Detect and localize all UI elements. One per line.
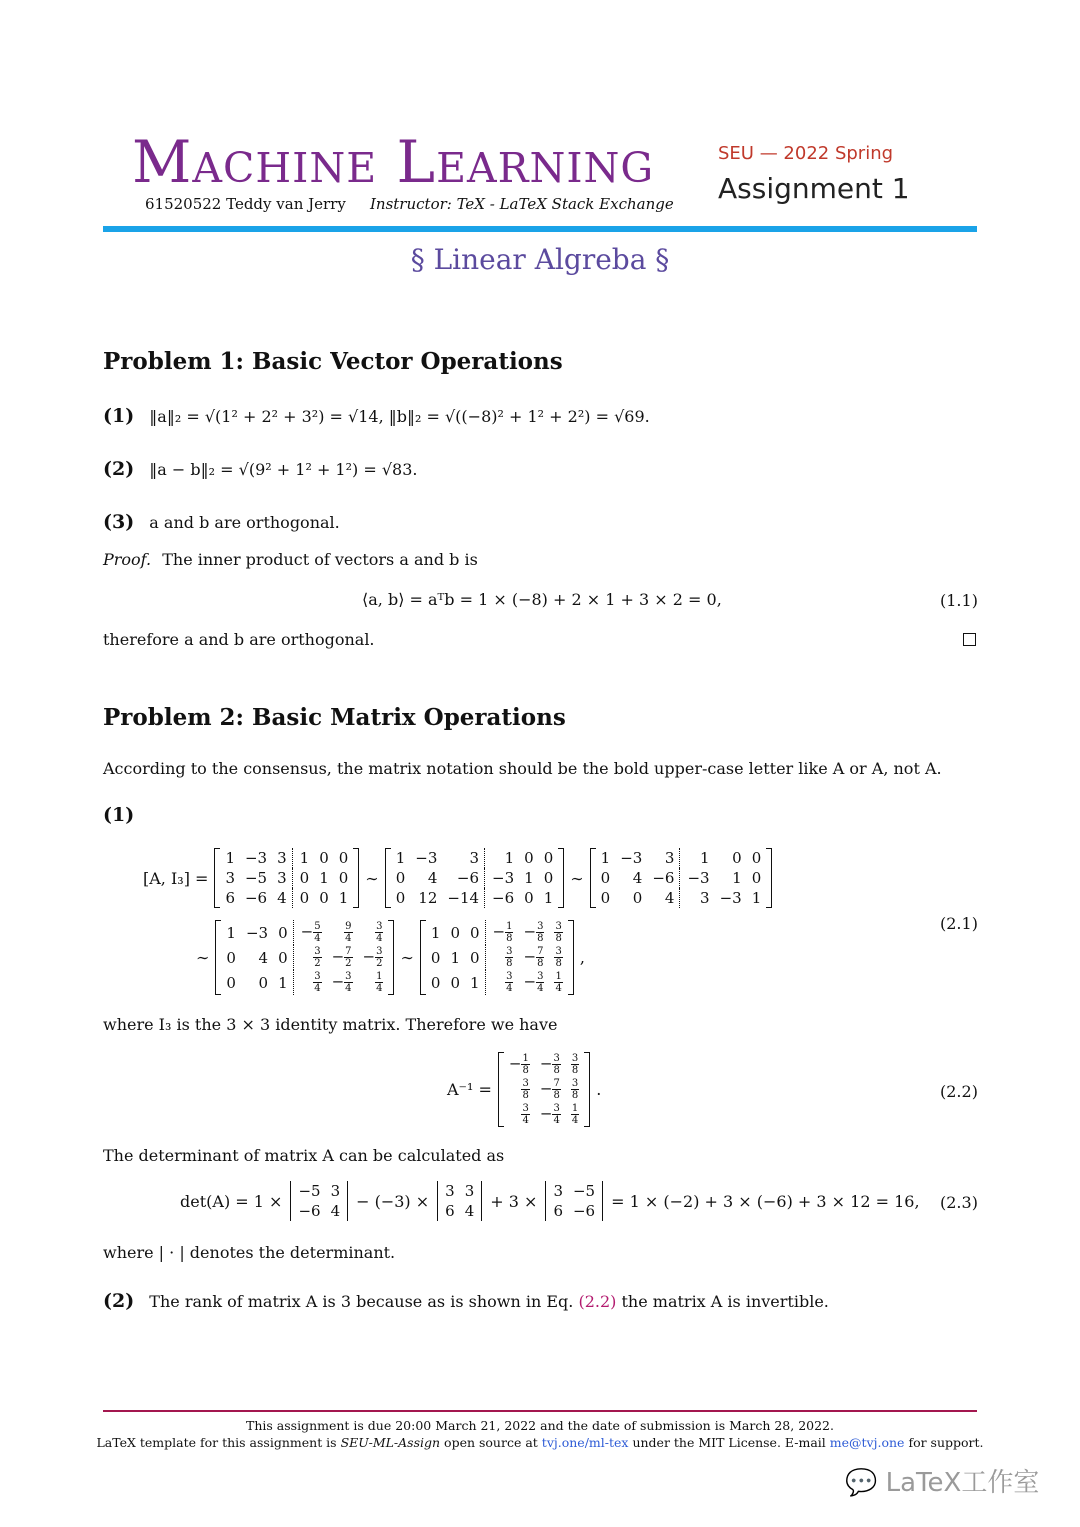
- matrix: [215, 920, 394, 995]
- matrix-notation-note: According to the consensus, the matrix notation should be the bold upper-case letter like A or A, not A.: [103, 759, 942, 778]
- matrix-entry: $\frac{3}{8}$: [522, 1078, 529, 1101]
- matrix-entry: $\frac{3}{4}$: [376, 921, 383, 944]
- determinant: [543, 1181, 605, 1221]
- item-number: (2): [103, 1290, 135, 1312]
- problem-2-heading: Problem 2: Basic Matrix Operations: [103, 704, 566, 731]
- proof-label: Proof.: [103, 550, 152, 569]
- matrix: [420, 920, 574, 995]
- item-number: (1): [103, 804, 135, 826]
- determinant-intro: The determinant of matrix A can be calculated as: [103, 1146, 505, 1165]
- item-number: (1): [103, 405, 135, 427]
- footer-rule: [103, 1410, 977, 1412]
- matrix-entry: 0: [226, 973, 236, 992]
- tilde: ∼: [196, 948, 210, 967]
- matrix-entry: − $\frac{5}{4}$: [300, 921, 321, 944]
- matrix-entry: − $\frac{7}{8}$: [523, 946, 544, 969]
- source-link[interactable]: tvj.one/ml-tex: [541, 1435, 629, 1450]
- student-info: 61520522 Teddy van Jerry: [145, 195, 346, 213]
- matrix-entry: 0: [338, 869, 349, 887]
- item-number: (3): [103, 511, 135, 533]
- reduction-row-2: ∼ 1 −3 0 − $\frac{5}{4}$ $\frac{9}{4}$ $\frac{3}{4}$ 0 4 0 $\frac{3}{2}$ − $\frac{7}{2}$ − $\frac{3}{2}$ 0 0 1 $\frac{3}{4}$ − $\frac{3}{4}$ $\frac{1}{4}$ ∼ 1 0 0 − $\frac{1}{8}$ − $\frac{3}{8}$ $\frac{3}{8}$ 0 1 0 $\frac{3}{8}$ − $\frac{7}{8}$ $\frac{3}{8}$ 0 0 1 $\frac{3}{4}$ − $\frac{3}{4}$ $\frac{1}{4}$ ,: [196, 921, 585, 994]
- matrix-entry: −6: [456, 869, 480, 887]
- matrix-entry: 0: [278, 948, 288, 967]
- inverse-equation: A⁻¹ = − $\frac{1}{8}$ − $\frac{3}{8}$ $\frac{3}{8}$ $\frac{3}{8}$ − $\frac{7}{8}$ $\frac{3}{8}$ $\frac{3}{4}$ − $\frac{3}{4}$ $\frac{1}{4}$ .: [447, 1053, 602, 1126]
- matrix-entry: 0: [395, 889, 406, 907]
- header-rule: [103, 226, 977, 232]
- matrix-entry: −14: [447, 889, 480, 907]
- footer-text: under the MIT License. E-mail: [632, 1435, 826, 1450]
- p1-item-2: [103, 458, 417, 480]
- matrix-entry: −6: [652, 869, 675, 887]
- matrix-entry: 0: [632, 889, 643, 907]
- equation-number: (1.1): [940, 591, 978, 610]
- det-lhs: det(A) = 1 ×: [180, 1191, 283, 1211]
- tilde: ∼: [400, 948, 414, 967]
- matrix-entry: 6: [225, 889, 235, 907]
- matrix-entry: −3: [687, 869, 710, 887]
- course-title: Machine Learning: [132, 128, 655, 196]
- matrix-entry: 1: [225, 849, 235, 867]
- matrix-entry: 4: [258, 948, 269, 967]
- equation-number: (2.3): [940, 1193, 978, 1212]
- matrix-entry: 1: [732, 869, 742, 887]
- det-rhs: = 1 × (−2) + 3 × (−6) + 3 × 12 = 16,: [611, 1191, 920, 1211]
- proof-line: [103, 550, 478, 569]
- proof-text: The inner product of vectors a and b is: [162, 550, 478, 569]
- matrix-entry: 6: [553, 1202, 563, 1220]
- qed-box-icon: [963, 633, 976, 646]
- reduction-row-1: [143, 848, 772, 908]
- matrix-entry: 1: [338, 889, 349, 907]
- matrix-entry: 4: [632, 869, 643, 887]
- matrix-entry: −3: [245, 923, 269, 942]
- matrix-entry: − $\frac{1}{8}$: [508, 1053, 529, 1076]
- matrix-entry: $\frac{3}{4}$: [314, 971, 321, 994]
- tilde: ∼: [365, 868, 379, 888]
- matrix-entry: 0: [395, 869, 406, 887]
- instructor-info: Instructor: TeX - LaTeX Stack Exchange: [370, 195, 674, 213]
- matrix-entry: −3: [415, 849, 438, 867]
- matrix-entry: $\frac{1}{4}$: [376, 971, 383, 994]
- watermark: [845, 1462, 1039, 1499]
- matrix-entry: 1: [226, 923, 236, 942]
- matrix-entry: 0: [430, 948, 441, 967]
- matrix-entry: −6: [572, 1202, 596, 1220]
- determinant-equation: [180, 1181, 920, 1221]
- matrix-entry: 0: [226, 948, 236, 967]
- matrix-entry: 0: [600, 889, 611, 907]
- matrix-entry: 1: [600, 849, 611, 867]
- p1-item-3: [103, 511, 340, 533]
- matrix-entry: 1: [450, 948, 460, 967]
- matrix-entry: −6: [244, 889, 268, 907]
- matrix-entry: 1: [319, 869, 329, 887]
- matrix-entry: 3: [464, 1182, 475, 1200]
- matrix-entry: 6: [445, 1202, 455, 1220]
- matrix-entry: 0: [430, 973, 441, 992]
- matrix-entry: −5: [244, 869, 268, 887]
- statement: a and b are orthogonal.: [149, 513, 340, 532]
- matrix-entry: −5: [572, 1182, 596, 1200]
- matrix-entry: −6: [492, 889, 515, 907]
- matrix-entry: 3: [553, 1182, 563, 1200]
- matrix-entry: − $\frac{3}{2}$: [362, 946, 383, 969]
- matrix-entry: $\frac{3}{8}$: [555, 946, 562, 969]
- matrix-entry: 0: [299, 889, 310, 907]
- matrix-entry: − $\frac{3}{4}$: [331, 971, 352, 994]
- matrix-entry: 3: [664, 849, 675, 867]
- email-link[interactable]: me@tvj.one: [829, 1435, 905, 1450]
- matrix-entry: −3: [719, 889, 742, 907]
- matrix-entry: $\frac{1}{4}$: [555, 971, 562, 994]
- matrix-entry: − $\frac{3}{8}$: [539, 1053, 560, 1076]
- matrix-entry: $\frac{3}{4}$: [506, 971, 513, 994]
- matrix-entry: 1: [395, 849, 406, 867]
- matrix-entry: 0: [338, 849, 349, 867]
- matrix-entry: 1: [700, 849, 710, 867]
- equation-number: (2.1): [940, 914, 978, 933]
- determinant: [435, 1181, 484, 1221]
- matrix-entry: −3: [620, 849, 643, 867]
- equation: ‖a − b‖₂ = √(9² + 1² + 1²) = √83.: [149, 460, 418, 479]
- matrix-entry: 4: [464, 1202, 475, 1220]
- matrix-entry: − $\frac{7}{8}$: [539, 1078, 560, 1101]
- problem-1-heading: Problem 1: Basic Vector Operations: [103, 348, 563, 375]
- matrix-entry: 1: [299, 849, 310, 867]
- p2-item-2: [103, 1290, 829, 1312]
- footer-text: LaTeX template for this assignment is: [96, 1435, 337, 1450]
- matrix-entry: 0: [751, 849, 762, 867]
- matrix-entry: 4: [427, 869, 438, 887]
- footer-due-date: This assignment is due 20:00 March 21, 2022 and the date of submission is March 28, 2022.: [246, 1418, 834, 1433]
- footer-license: [0, 1435, 1080, 1450]
- matrix-entry: 3: [277, 869, 287, 887]
- matrix-entry: − $\frac{3}{4}$: [523, 971, 544, 994]
- matrix-entry: $\frac{1}{4}$: [571, 1103, 579, 1126]
- matrix-entry: 0: [299, 869, 310, 887]
- matrix: [590, 848, 773, 908]
- matrix-entry: 0: [469, 948, 480, 967]
- matrix-entry: 3: [445, 1182, 455, 1200]
- matrix-entry: −6: [298, 1202, 321, 1220]
- matrix-entry: 3: [277, 849, 287, 867]
- inverse-lhs: A⁻¹ =: [447, 1080, 492, 1099]
- rank-text: the matrix A is invertible.: [621, 1292, 829, 1311]
- matrix-entry: 1: [751, 889, 762, 907]
- matrix: [498, 1052, 590, 1127]
- matrix-entry: 0: [524, 889, 534, 907]
- matrix-entry: 0: [278, 923, 288, 942]
- matrix-entry: $\frac{9}{4}$: [345, 921, 352, 944]
- matrix-entry: 3: [225, 869, 235, 887]
- rank-text: The rank of matrix A is 3 because as is shown in Eq.: [149, 1292, 574, 1311]
- matrix-entry: − $\frac{7}{2}$: [331, 946, 352, 969]
- matrix-entry: 12: [418, 889, 438, 907]
- p1-item-1: [103, 405, 650, 427]
- equation-1-1: ⟨a, b⟩ = aᵀb = 1 × (−8) + 2 × 1 + 3 × 2 = 0,: [362, 590, 722, 609]
- matrix-entry: −3: [492, 869, 515, 887]
- matrix-entry: 0: [600, 869, 611, 887]
- matrix-entry: 0: [450, 973, 460, 992]
- matrix-entry: $\frac{3}{8}$: [555, 921, 562, 944]
- matrix: [385, 848, 565, 908]
- matrix-entry: $\frac{3}{4}$: [522, 1103, 529, 1126]
- matrix-entry: 3: [469, 849, 480, 867]
- matrix-entry: $\frac{3}{2}$: [314, 946, 321, 969]
- matrix-entry: − $\frac{3}{8}$: [523, 921, 544, 944]
- matrix-entry: − $\frac{1}{8}$: [492, 921, 513, 944]
- augmented-lhs: [A, I₃] =: [143, 868, 209, 888]
- det-term: + 3 ×: [490, 1191, 538, 1211]
- matrix-entry: −5: [298, 1182, 321, 1200]
- footer-text: open source at: [444, 1435, 538, 1450]
- semester: SEU — 2022 Spring: [718, 143, 894, 164]
- matrix-entry: 1: [543, 889, 554, 907]
- identity-note: where I₃ is the 3 × 3 identity matrix. Therefore we have: [103, 1015, 558, 1034]
- matrix-entry: 3: [700, 889, 710, 907]
- matrix-entry: −3: [244, 849, 268, 867]
- matrix-entry: 0: [751, 869, 762, 887]
- watermark-text: LaTeX工作室: [885, 1468, 1040, 1498]
- matrix-entry: 4: [664, 889, 675, 907]
- matrix-entry: 0: [469, 923, 480, 942]
- tilde: ∼: [570, 868, 584, 888]
- matrix-entry: 0: [524, 849, 534, 867]
- matrix-entry: 0: [319, 849, 329, 867]
- determinant: [288, 1181, 350, 1221]
- item-number: (2): [103, 458, 135, 480]
- matrix-entry: 4: [277, 889, 287, 907]
- footer-text: for support.: [908, 1435, 984, 1450]
- matrix-entry: 1: [504, 849, 515, 867]
- matrix-entry: 0: [258, 973, 269, 992]
- matrix-entry: 0: [543, 869, 554, 887]
- template-name: SEU-ML-Assign: [340, 1435, 441, 1450]
- matrix-entry: $\frac{3}{8}$: [571, 1053, 579, 1076]
- chat-bubble-icon: 💬: [845, 1468, 878, 1498]
- matrix: [214, 848, 359, 908]
- det-term: − (−3) ×: [356, 1191, 430, 1211]
- matrix-entry: 3: [330, 1182, 341, 1200]
- matrix-entry: 1: [430, 923, 441, 942]
- matrix-entry: 1: [524, 869, 534, 887]
- matrix-entry: 1: [469, 973, 480, 992]
- matrix-entry: 1: [278, 973, 288, 992]
- section-title: § Linear Algreba §: [410, 243, 670, 276]
- matrix-entry: 0: [732, 849, 742, 867]
- matrix-entry: 0: [450, 923, 460, 942]
- matrix-entry: 0: [543, 849, 554, 867]
- matrix-entry: 0: [319, 889, 329, 907]
- assignment-title: Assignment 1: [718, 172, 910, 205]
- matrix-entry: − $\frac{3}{4}$: [539, 1103, 560, 1126]
- equation-number: (2.2): [940, 1082, 978, 1101]
- equation: ‖a‖₂ = √(1² + 2² + 3²) = √14, ‖b‖₂ = √((−8)² + 1² + 2²) = √69.: [149, 407, 650, 426]
- matrix-entry: $\frac{3}{8}$: [506, 946, 513, 969]
- proof-conclusion: therefore a and b are orthogonal.: [103, 630, 375, 649]
- equation-reference-link[interactable]: (2.2): [578, 1292, 617, 1311]
- matrix-entry: 4: [330, 1202, 341, 1220]
- determinant-note: where | · | denotes the determinant.: [103, 1243, 396, 1262]
- matrix-entry: $\frac{3}{8}$: [571, 1078, 579, 1101]
